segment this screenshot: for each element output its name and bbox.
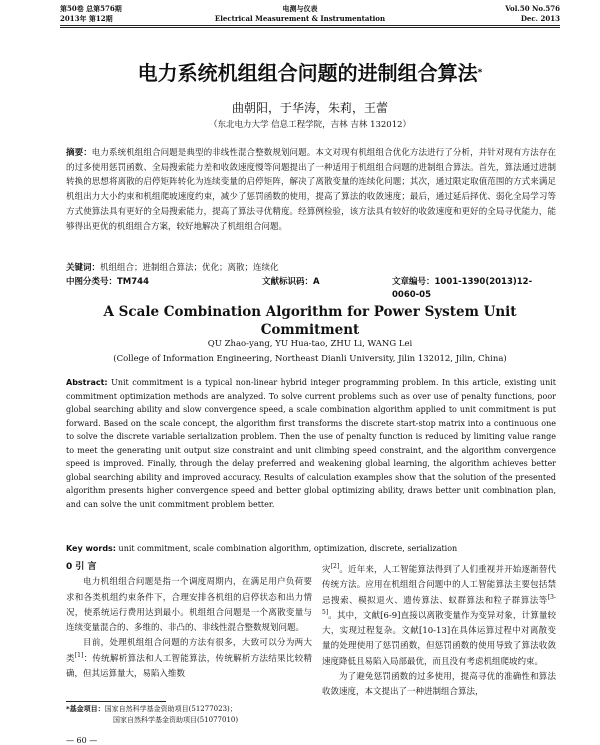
intro-paragraph-3 — [322, 563, 556, 670]
article-number: 文章编号：1001-1390(2013)12-0060-05 — [392, 277, 533, 300]
body-left-column — [66, 560, 312, 682]
keywords-en — [66, 543, 556, 555]
clc-number: 中图分类号：TM744 — [66, 277, 150, 287]
keywords-en-label: Key words: — [66, 544, 117, 553]
intro-paragraph-3-start: 灾 — [322, 565, 331, 575]
header-rule-2 — [60, 27, 560, 28]
intro-paragraph-4: 为了避免惩罚函数的过多使用，提高寻优的准确性和算法收敛速度，本文提出了一种进制组合算法， — [322, 672, 556, 698]
keywords-cn-label: 关键词： — [66, 263, 101, 273]
abstract-cn-text: 电力系统机组组合问题是典型的非线性混合整数规划问题。本文对现有机组组合优化方法进行了分析，并针对现有方法存在的过多使用惩罚函数、全局搜索能力差和收敛速度慢等问题提出了一种适用于机组组合问题的进制组合算法。首先，算法通过进制转换的思想将离散的启停矩阵转化为连续变量的启停矩阵，解决了离散变量的连续化问题；其次，通过限定取值范围的方式来满足机组出力大小约束和机组爬坡速度约束，减少了惩罚函数的使用，提高了算法的收敛速度；最后，通过延后择优、弱化全局学习等方式使算法具有更好的全局搜索能力，提高了算法寻优精度。经算例检验，该方法具有较好的收敛速度和更好的全局寻优能力，能够得出更优的机组组合方案，较好地解决了机组组合问题。 — [66, 148, 556, 232]
intro-paragraph-2-text: 目前，处理机组组合问题的方法有很多，大致可以分为两大类 — [66, 638, 312, 664]
affiliation-en: (College of Information Engineering, Northeast Dianli University, Jilin 132012, Jilin, China) — [113, 354, 507, 364]
citation: [2] — [330, 563, 340, 571]
abstract-en-text: Unit commitment is a typical non-linear hybrid integer programming problem. In this article, existing unit commitment optimization methods are analyzed. To solve current problems such as over use of penalty functions, poor global searching ability and slow convergence speed, a scale combination algorithm applied to unit commitment is put forward. Based on the scale concept, the algorithm first transforms the discrete start-stop matrix into a continuous one to solve the discrete variable serialization problem. Then the use of penalty function is reduced by limiting value range to meet the generating unit output size constraint and unit climbing speed constraint, and the algorithm convergence speed is improved. Finally, through the delay preferred and weakening global learning, the algorithm achieves better global searching ability and improved accuracy. Results of calculation examples show that the solution of the presented algorithm presents higher convergence speed and better global optimizing ability, draws better unit combination plan, and can solve the unit commitment problem better. — [66, 378, 556, 509]
footnote-text-1: 国家自然科学基金资助项目(51277023)； — [104, 705, 237, 713]
authors-en: QU Zhao-yang, YU Hua-tao, ZHU Li, WANG Lei — [207, 339, 413, 349]
header-volume-cn: 第50卷 总第576期 — [60, 4, 122, 13]
intro-paragraph-1: 电力机组组合问题是指一个调度周期内，在满足用户负荷要求和各类机组约束条件下，合理安排各机组的启停状态和出力情况，使系统运行费用达到最小。机组组合问题是一个离散变量与连续变量混合的、多维的、非凸的、非线性混合整数规划问题。 — [66, 577, 312, 634]
footnote-line-2: 国家自然科学基金资助项目(51077010) — [113, 716, 239, 724]
header-journal-cn: 电测与仪表 — [282, 4, 318, 13]
intro-paragraph-2 — [66, 636, 312, 682]
body-right-column — [322, 563, 556, 701]
header-date-cn: 2013年 第12期 — [60, 14, 113, 23]
intro-paragraph-3-end: 。其中，文献[6-9]直接以离散变量作为变异对象，计算量较大，实现过程复杂。文献[10-13]在具体运算过程中对离散变量的处理使用了惩罚函数，但惩罚函数的使用导致了算法收敛速度降低且易陷入局部最优，而且没有考虑机组爬坡约束。 — [322, 610, 556, 667]
abstract-en — [66, 376, 556, 511]
title-footnote-mark: * — [477, 68, 483, 78]
intro-paragraph-2-rest: ：传统解析算法和人工智能算法，传统解析方法结果比较精确，但其运算量大，易陷入维数 — [66, 653, 312, 680]
classification-row — [66, 276, 556, 300]
page-number: — 60 — — [66, 736, 98, 745]
keywords-cn-text: 机组组合；进制组合算法；优化；离散；连续化 — [100, 263, 279, 273]
keywords-cn — [66, 262, 556, 275]
header-date-en: Dec. 2013 — [520, 14, 560, 23]
citation: [3-5] — [322, 593, 556, 617]
abstract-cn — [66, 146, 556, 234]
header-journal-en: Electrical Measurement & Instrumentation — [214, 14, 386, 23]
footnote-line-1 — [66, 704, 316, 714]
abstract-en-label: Abstract: — [66, 378, 108, 387]
section-heading-intro: 0 引 言 — [66, 562, 97, 572]
footnote-rule — [66, 701, 166, 702]
footnote-label: *基金项目： — [66, 705, 105, 713]
intro-paragraph-3-text: 。近年来，人工智能算法得到了人们重视并开始逐渐替代传统方法。应用在机组组合问题中的人工智能算法主要包括禁忌搜索、模拟退火、遗传算法、蚁群算法和粒子群算法等 — [322, 565, 556, 606]
authors-cn: 曲朝阳，于华涛，朱莉，王蕾 — [231, 101, 388, 115]
document-code: 文献标识码：A — [262, 277, 320, 287]
header-rule — [60, 25, 560, 26]
citation: [1] — [74, 651, 84, 659]
title-cn-text: 电力系统机组组合问题的进制组合算法 — [137, 61, 478, 85]
affiliation-cn: （东北电力大学 信息工程学院，吉林 吉林 132012） — [208, 120, 412, 130]
paper-title-en: A Scale Combination Algorithm for Power System Unit Commitment — [103, 304, 517, 338]
abstract-cn-label: 摘要： — [66, 148, 92, 158]
paper-title-cn — [60, 60, 560, 86]
header-volume-en: Vol.50 No.576 — [505, 4, 560, 13]
keywords-en-text: unit commitment, scale combination algorithm, optimization, discrete, serialization — [116, 544, 458, 553]
